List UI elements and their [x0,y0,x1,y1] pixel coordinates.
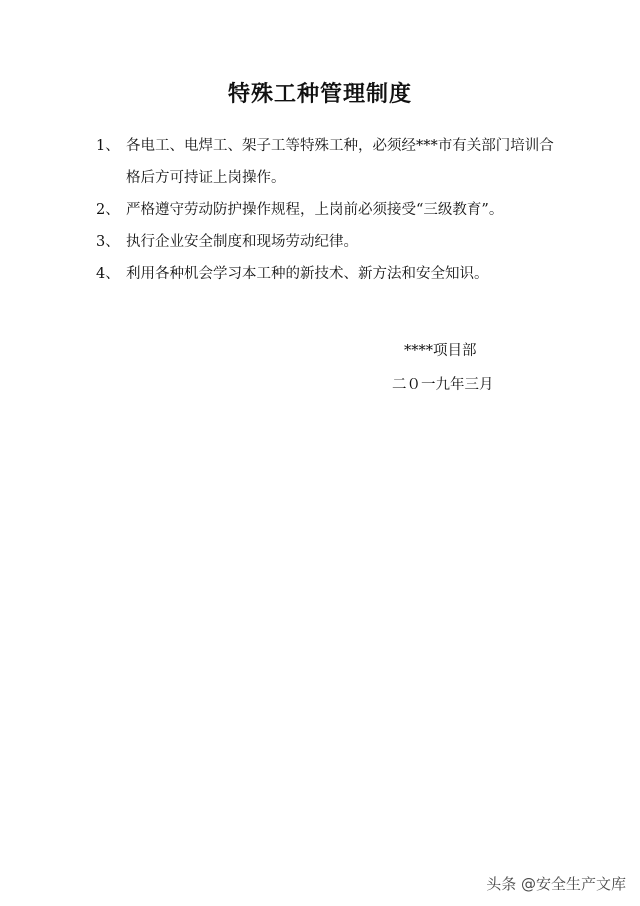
regulation-item [96,194,566,226]
regulation-item [96,226,566,258]
item-text: 严格遵守劳动防护操作规程，上岗前必须接受“三级教育”。 [126,202,504,218]
signature-date: 二０一九年三月 [392,377,494,393]
watermark: 头条 @安全生产文库 [486,875,626,893]
item-number: 2、 [96,202,120,218]
regulation-list [96,130,566,290]
document-title: 特殊工种管理制度 [227,82,412,107]
item-number: 3、 [96,234,120,250]
item-text: 利用各种机会学习本工种的新技术、新方法和安全知识。 [126,266,489,282]
item-number: 4、 [96,266,120,282]
regulation-item [96,258,566,290]
signature-org: ****项目部 [404,343,477,359]
regulation-item [96,130,566,194]
signature-block [392,334,494,402]
item-number: 1、 [96,138,120,154]
item-text: 各电工、电焊工、架子工等特殊工种，必须经***市有关部门培训合格后方可持证上岗操作。 [126,138,554,186]
item-text: 执行企业安全制度和现场劳动纪律。 [126,234,358,250]
